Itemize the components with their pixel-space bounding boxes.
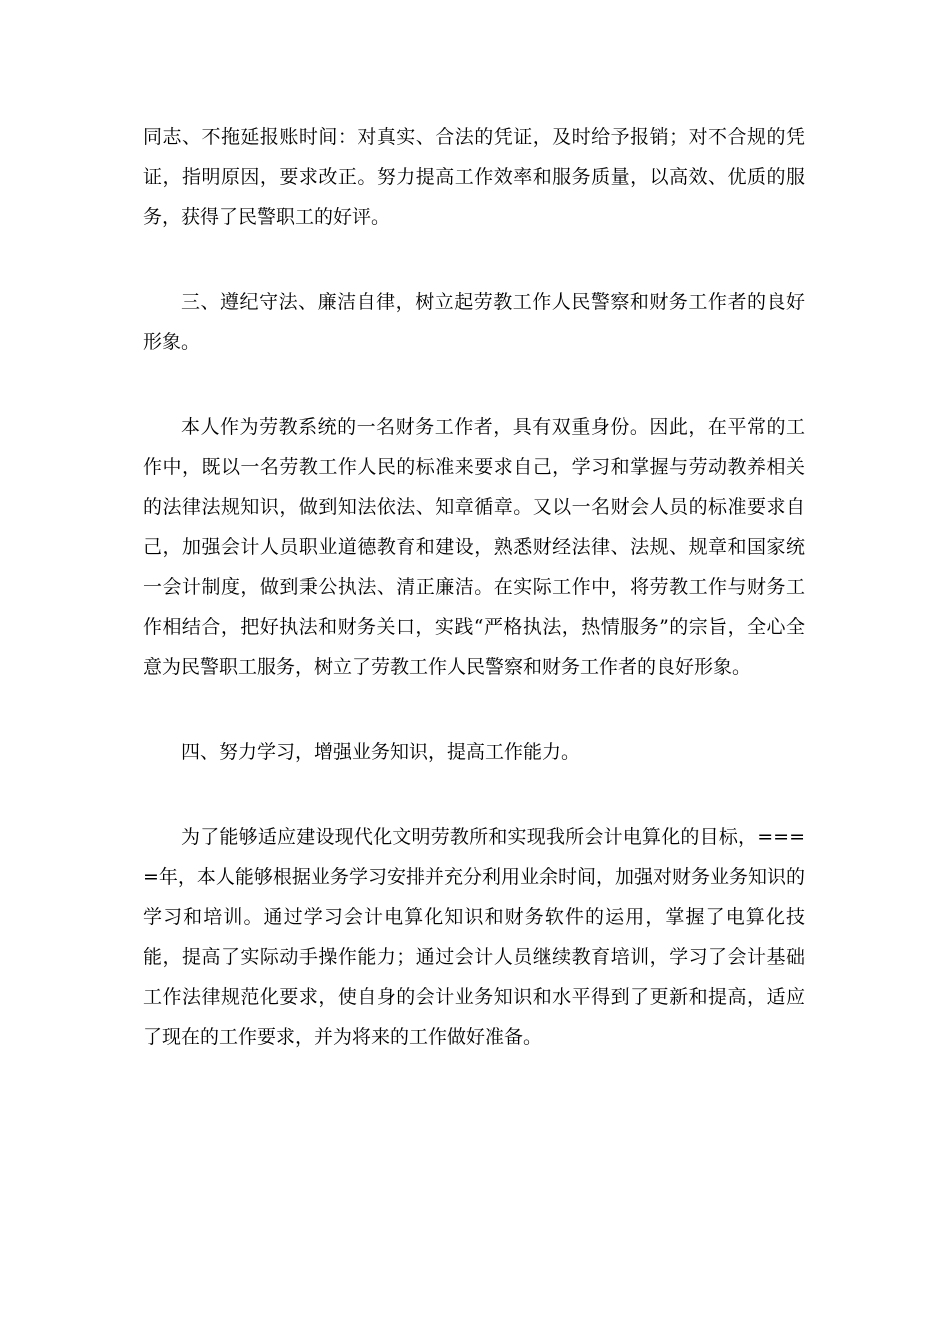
paragraph-continuation: 同志、不拖延报账时间：对真实、合法的凭证，及时给予报销；对不合规的凭证，指明原因，要求改正。努力提高工作效率和服务质量，以高效、优质的服务，获得了民警职工的好评。 (143, 126, 805, 228)
section-heading-four: 四、努力学习，增强业务知识，提高工作能力。 (181, 741, 581, 763)
section-heading-three: 三、遵纪守法、廉洁自律，树立起劳教工作人民警察和财务工作者的良好形象。 (143, 291, 805, 353)
paragraph-dual-identity: 本人作为劳教系统的一名财务工作者，具有双重身份。因此，在平常的工作中，既以一名劳教工作人民的标准来要求自己，学习和掌握与劳动教养相关的法律法规知识，做到知法依法、知章循章。又以一名财会人员的标准要求自己，加强会计人员职业道德教育和建设，熟悉财经法律、法规、规章和国家统一会计制度，做到秉公执法、清正廉洁。在实际工作中，将劳教工作与财务工作相结合，把好执法和财务关口，实践“严格执法，热情服务”的宗旨，全心全意为民警职工服务，树立了劳教工作人民警察和财务工作者的良好形象。 (143, 416, 805, 678)
document-body (143, 117, 805, 1057)
paragraph-study: 为了能够适应建设现代化文明劳教所和实现我所会计电算化的目标，====年，本人能够根据业务学习安排并充分利用业余时间，加强对财务业务知识的学习和培训。通过学习会计电算化知识和财务软件的运用，掌握了电算化技能，提高了实际动手操作能力；通过会计人员继续教育培训，学习了会计基础工作法律规范化要求，使自身的会计业务知识和水平得到了更新和提高，适应了现在的工作要求，并为将来的工作做好准备。 (143, 826, 805, 1048)
